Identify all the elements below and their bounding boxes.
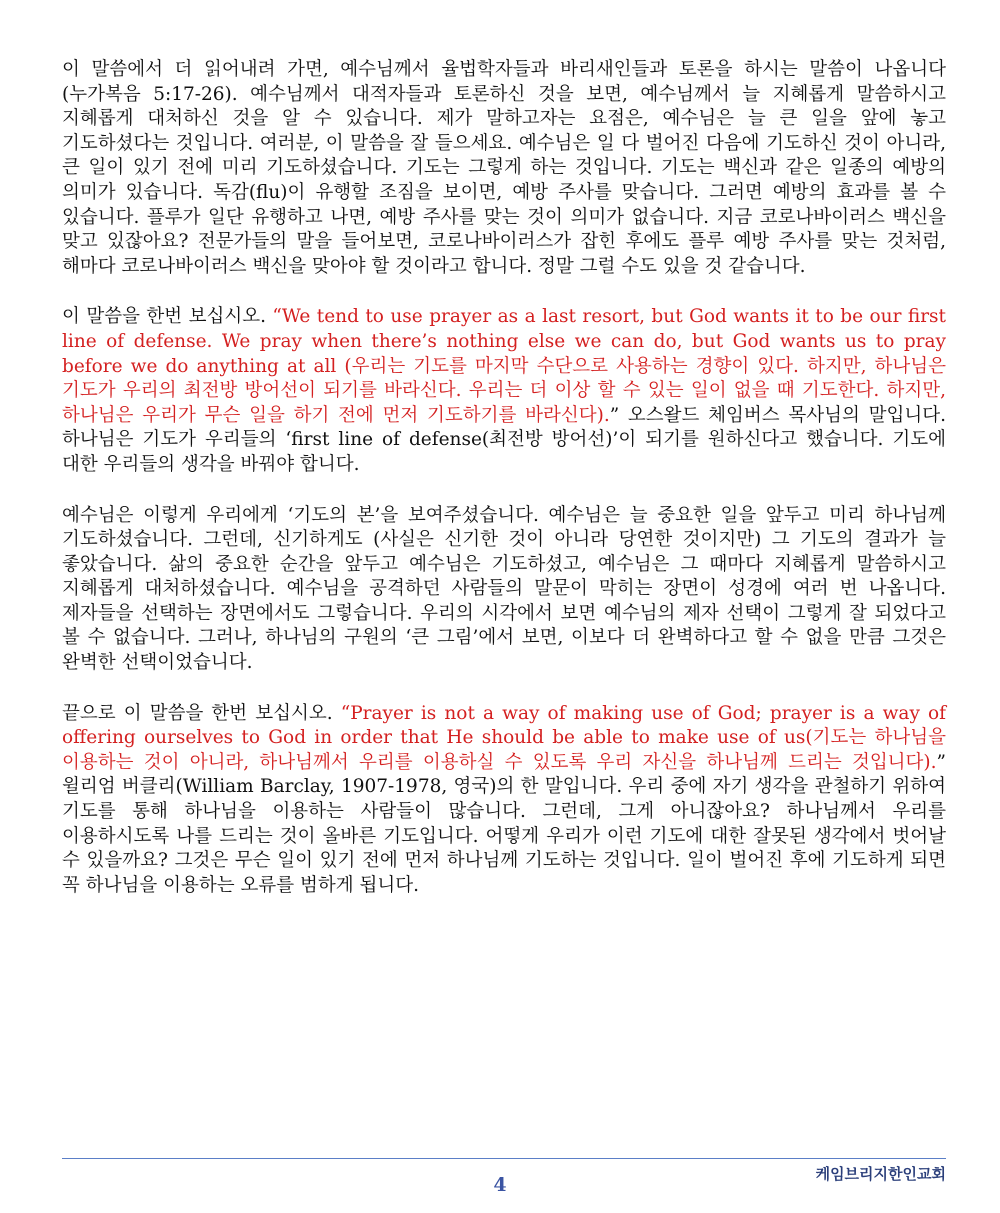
quote-oswald-chambers: “We tend to use prayer as a last resort, but God wants it to be our first line of defense. We pray when there’s nothing else we can do, but God wants us to pray before we do anything at all (우리는 기도를 마지막 수단으로 사용하는 경향이 있다. 하지만, 하나님은 기도가 우리의 최전방 방어선이 되기를 바라신다. 우리는 더 이상 할 수 있는 일이 없을 때 기도한다. 하지만, 하나님은 우리가 무슨 일을 하기 전에 먼저 기도하기를 바라신다). <box>62 306 946 426</box>
footer-rule <box>62 1158 946 1159</box>
paragraph-2-intro: 이 말씀을 한번 보십시오. <box>62 306 273 328</box>
paragraph-4-commentary: ” 윌리엄 버클리(William Barclay, 1907-1978, 영국)의 한 말입니다. 우리 중에 자기 생각을 관철하기 위하여 기도를 통해 하나님을 이용하는 사람들이 많습니다. 그런데, 그게 아니잖아요? 하나님께서 우리를 이용하시도록 나를 드리는 것이 올바른 기도입니다. 어떻게 우리가 이런 기도에 대한 잘못된 생각에서 벗어날 수 있을까요? 그것은 무슨 일이 있기 전에 먼저 하나님께 기도하는 것입니다. 일이 벌어진 후에 기도하게 되면 꼭 하나님을 이용하는 오류를 범하게 됩니다. <box>62 751 946 896</box>
quote-william-barclay: “Prayer is not a way of making use of God; prayer is a way of offering ourselves to God in order that He should be able to make use of us(기도는 하나님을 이용하는 것이 아니라, 하나님께서 우리를 이용하실 수 있도록 우리 자신을 하나님께 드리는 것입니다). <box>62 702 946 773</box>
document-body <box>62 58 946 924</box>
paragraph-1 <box>62 58 946 279</box>
paragraph-3-text: 예수님은 이렇게 우리에게 ‘기도의 본’을 보여주셨습니다. 예수님은 늘 중요한 일을 앞두고 미리 하나님께 기도하셨습니다. 그런데, 신기하게도 (사실은 신기한 것이 아니라 당연한 것이지만) 그 기도의 결과가 늘 좋았습니다. 삶의 중요한 순간을 앞두고 예수님은 기도하셨고, 예수님은 그 때마다 지혜롭게 말씀하시고 지혜롭게 대처하셨습니다. 예수님을 공격하던 사람들의 말문이 막히는 장면이 성경에 여러 번 나옵니다. 제자들을 선택하는 장면에서도 그렇습니다. 우리의 시각에서 보면 예수님의 제자 선택이 그렇게 잘 되었다고 볼 수 없습니다. 그러나, 하나님의 구원의 ‘큰 그림’에서 보면, 이보다 더 완벽하다고 할 수 없을 만큼 그것은 완벽한 선택이었습니다. <box>62 504 946 674</box>
paragraph-2 <box>62 305 946 477</box>
paragraph-4 <box>62 702 946 899</box>
paragraph-2-commentary: ” 오스왈드 체임버스 목사님의 말입니다. 하나님은 기도가 우리들의 ‘first line of defense(최전방 방어선)’이 되기를 원하신다고 했습니다. 기도에 대한 우리들의 생각을 바꿔야 합니다. <box>62 404 946 475</box>
church-name: 케임브리지한인교회 <box>815 1165 946 1183</box>
paragraph-3 <box>62 504 946 676</box>
paragraph-4-intro: 끝으로 이 말씀을 한번 보십시오. <box>62 702 341 724</box>
page-number: 4 <box>493 1174 507 1196</box>
paragraph-1-text: 이 말씀에서 더 읽어내려 가면, 예수님께서 율법학자들과 바리새인들과 토론을 하시는 말씀이 나옵니다(누가복음 5:17-26). 예수님께서 대적자들과 토론하신 것을 보면, 예수님께서 늘 지혜롭게 말씀하시고 지혜롭게 대처하신 것을 알 수 있습니다. 제가 말하고자는 요점은, 예수님은 늘 큰 일을 앞에 놓고 기도하셨다는 것입니다. 여러분, 이 말씀을 잘 들으세요. 예수님은 일 다 벌어진 다음에 기도하신 것이 아니라, 큰 일이 있기 전에 미리 기도하셨습니다. 기도는 그렇게 하는 것입니다. 기도는 백신과 같은 일종의 예방의 의미가 있습니다. 독감(flu)이 유행할 조짐을 보이면, 예방 주사를 맞습니다. 그러면 예방의 효과를 볼 수 있습니다. 플루가 일단 유행하고 나면, 예방 주사를 맞는 것이 의미가 없습니다. 지금 코로나바이러스 백신을 맞고 있잖아요? 전문가들의 말을 들어보면, 코로나바이러스가 잡힌 후에도 플루 예방 주사를 맞는 것처럼, 해마다 코로나바이러스 백신을 맞아야 할 것이라고 합니다. 정말 그럴 수도 있을 것 같습니다. <box>62 59 947 277</box>
